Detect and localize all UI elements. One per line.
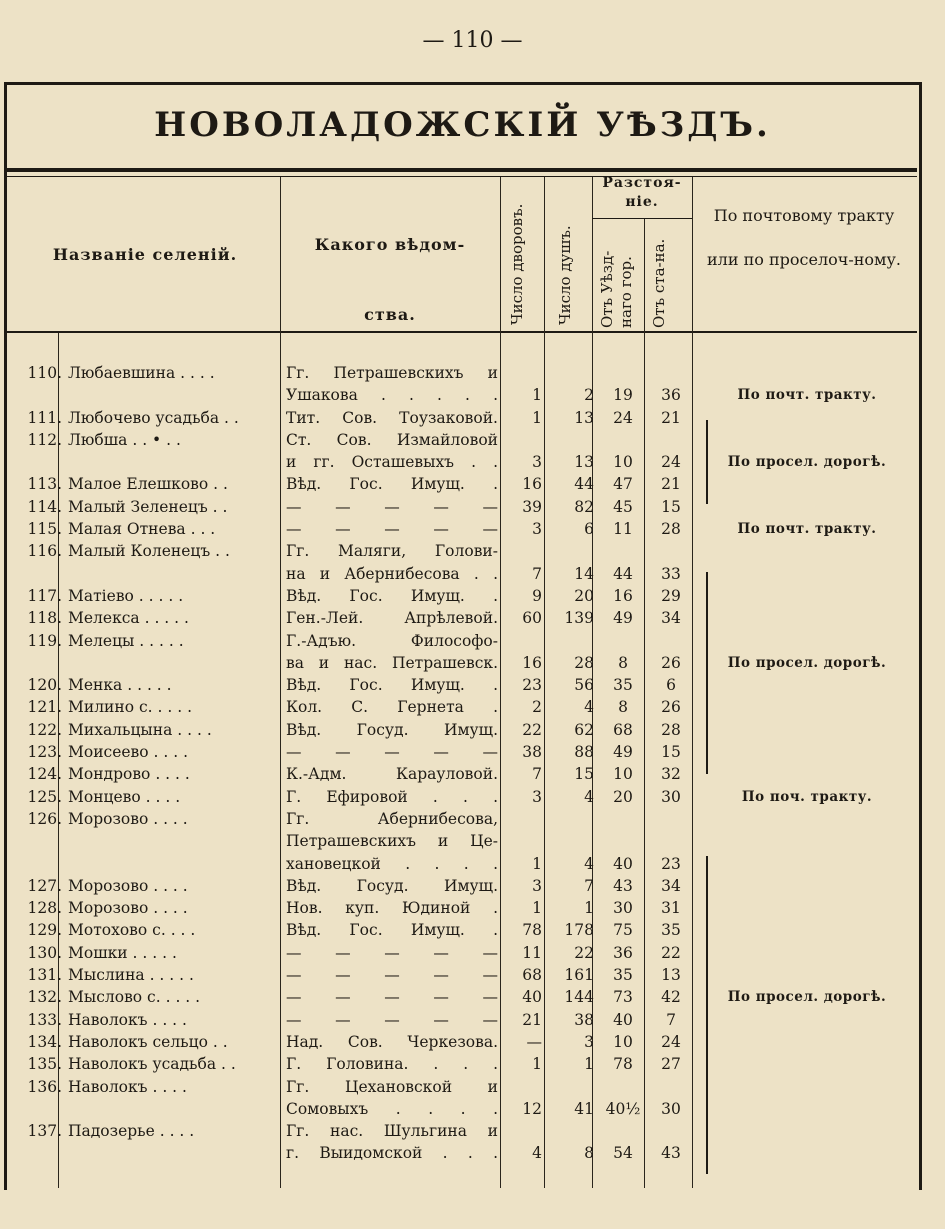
- cell-name: Морозово . . . .: [68, 809, 188, 828]
- cell-dist1: 68: [613, 720, 633, 739]
- cell-souls: 6: [584, 520, 594, 539]
- cell-dept: Гг. нас. Шульгина и: [286, 1122, 498, 1141]
- table-row: [6, 563, 916, 585]
- table-row: [6, 964, 916, 986]
- cell-yards: 16: [522, 653, 542, 672]
- header-name: Названіе селеній.: [52, 245, 238, 264]
- cell-dist1: 10: [613, 1032, 633, 1051]
- cell-name: Монцево . . . .: [68, 787, 181, 806]
- cell-dist1: 35: [613, 966, 633, 985]
- cell-dept: Гг. Петрашевскихъ и: [286, 364, 498, 382]
- cell-dist2: 33: [661, 564, 681, 583]
- cell-dept: Ст. Сов. Измайловой: [286, 430, 498, 449]
- cell-yards: 3: [532, 453, 542, 472]
- cell-souls: 13: [574, 408, 594, 427]
- cell-souls: 38: [574, 1010, 594, 1029]
- cell-souls: 3: [584, 1032, 594, 1051]
- cell-num: 118.: [27, 609, 62, 628]
- cell-name: Падозерье . . . .: [68, 1122, 195, 1141]
- cell-souls: 4: [584, 854, 594, 873]
- cell-num: 116.: [27, 542, 62, 561]
- cell-dept: Г. Головина. . . .: [286, 1055, 498, 1074]
- cell-yards: 16: [522, 475, 542, 494]
- cell-dist2: 42: [661, 988, 681, 1007]
- cell-dept: Сомовыхъ . . . .: [286, 1099, 498, 1118]
- cell-num: 125.: [27, 787, 62, 806]
- table-row: [6, 451, 916, 473]
- cell-dist1: 75: [613, 921, 633, 940]
- cell-num: 132.: [27, 988, 62, 1007]
- cell-num: 130.: [27, 943, 62, 962]
- table-row: [6, 942, 916, 964]
- cell-num: 123.: [27, 743, 62, 762]
- header-yards: Число дворовъ.: [508, 203, 526, 325]
- table-row: [6, 741, 916, 763]
- cell-dept: Тит. Сов. Тоузаковой.: [286, 408, 498, 427]
- cell-num: 121.: [27, 698, 62, 717]
- cell-num: 129.: [27, 921, 62, 940]
- table-row: [6, 1098, 916, 1120]
- cell-souls: 62: [574, 720, 594, 739]
- cell-num: 113.: [27, 475, 62, 494]
- cell-yards: 1: [532, 854, 542, 873]
- cell-dept: К.-Адм. Карауловой.: [286, 765, 498, 784]
- cell-dist2: 43: [661, 1144, 681, 1163]
- cell-dist2: 32: [661, 765, 681, 784]
- cell-dist2: 22: [661, 943, 681, 962]
- cell-dist2: 26: [661, 653, 681, 672]
- cell-dist2: 21: [661, 475, 681, 494]
- cell-num: 120.: [27, 676, 62, 695]
- cell-souls: 1: [584, 1055, 594, 1074]
- cell-dist2: 34: [661, 609, 681, 628]
- cell-yards: 60: [522, 609, 542, 628]
- table-row: [6, 1120, 916, 1142]
- cell-yards: 9: [532, 586, 542, 605]
- table-row: [6, 719, 916, 741]
- distance-subrule: [592, 218, 692, 219]
- cell-dist1: 16: [613, 586, 633, 605]
- cell-souls: 8: [584, 1144, 594, 1163]
- cell-dist1: 20: [613, 787, 633, 806]
- cell-yards: 3: [532, 520, 542, 539]
- cell-dist2: 13: [661, 966, 681, 985]
- cell-dist1: 19: [613, 386, 633, 405]
- cell-dept: Гг. Цехановской и: [286, 1077, 498, 1096]
- cell-souls: 15: [574, 765, 594, 784]
- cell-name: Мелецы . . . . .: [68, 631, 184, 650]
- cell-name: Михальцына . . . .: [68, 720, 212, 739]
- table-row: [6, 808, 916, 830]
- table-row: [6, 830, 916, 852]
- table-row: [6, 986, 916, 1008]
- cell-name: Морозово . . . .: [68, 899, 188, 918]
- cell-souls: 4: [584, 787, 594, 806]
- cell-souls: 2: [584, 386, 594, 405]
- cell-souls: 178: [564, 921, 594, 940]
- cell-route: По почт. тракту.: [737, 521, 877, 538]
- cell-yards: 4: [532, 1144, 542, 1163]
- cell-dist2: 34: [661, 876, 681, 895]
- cell-souls: 22: [574, 943, 594, 962]
- cell-souls: 7: [584, 876, 594, 895]
- cell-souls: 88: [574, 743, 594, 762]
- cell-dept: — — — — —: [286, 988, 498, 1007]
- cell-dept: Вѣд. Гос. Имущ. .: [286, 586, 498, 605]
- cell-dist2: 15: [661, 497, 681, 516]
- cell-yards: 22: [522, 720, 542, 739]
- cell-num: 119.: [27, 631, 62, 650]
- cell-name: Мошки . . . . .: [68, 943, 177, 962]
- cell-dist2: 35: [661, 921, 681, 940]
- table-row: [6, 1076, 916, 1098]
- header-distance: Разстоя-ніе.: [602, 175, 682, 210]
- cell-yards: 40: [522, 988, 542, 1007]
- cell-dept: Вѣд. Гос. Имущ. .: [286, 921, 498, 940]
- cell-yards: 21: [522, 1010, 542, 1029]
- table-row: [6, 540, 916, 562]
- cell-dist1: 49: [613, 609, 633, 628]
- cell-souls: 20: [574, 586, 594, 605]
- header-dist-town: Отъ Уѣзд-наго гор.: [598, 250, 635, 328]
- cell-name: Мелекса . . . . .: [68, 609, 189, 628]
- cell-name: Малый Коленецъ . .: [68, 542, 230, 561]
- cell-yards: 3: [532, 876, 542, 895]
- cell-name: Любша . . • . .: [68, 430, 181, 449]
- cell-route: По просел. дорогѣ.: [727, 989, 887, 1006]
- cell-dist1: 78: [613, 1055, 633, 1074]
- cell-name: Малая Отнева . . .: [68, 520, 216, 539]
- cell-dept: — — — — —: [286, 1010, 498, 1029]
- cell-dist2: 24: [661, 453, 681, 472]
- cell-num: 111.: [27, 408, 62, 427]
- cell-yards: 7: [532, 564, 542, 583]
- cell-yards: 11: [522, 943, 542, 962]
- cell-dept: Гг. Абернибесова,: [286, 809, 498, 828]
- cell-dist2: 24: [661, 1032, 681, 1051]
- cell-route: По поч. тракту.: [741, 788, 873, 805]
- cell-dist2: 23: [661, 854, 681, 873]
- cell-dept: Кол. С. Гернета .: [286, 698, 498, 717]
- cell-num: 135.: [27, 1055, 62, 1074]
- cell-num: 127.: [27, 876, 62, 895]
- cell-num: 124.: [27, 765, 62, 784]
- cell-dept: Гг. Маляги, Голови-: [286, 542, 498, 561]
- cell-dept: — — — — —: [286, 497, 498, 516]
- cell-yards: 23: [522, 676, 542, 695]
- page-number: — 110 —: [422, 28, 523, 53]
- cell-souls: 28: [574, 653, 594, 672]
- cell-dist1: 40: [613, 854, 633, 873]
- cell-souls: 139: [564, 609, 594, 628]
- table-row: [6, 496, 916, 518]
- cell-dist2: 29: [661, 586, 681, 605]
- cell-dept: ва и нас. Петрашевск.: [286, 653, 498, 672]
- cell-dept: — — — — —: [286, 520, 498, 539]
- table-row: [6, 875, 916, 897]
- table-row: [6, 607, 916, 629]
- cell-num: 136.: [27, 1077, 62, 1096]
- header-dept: Какого вѣдом-ства.: [314, 235, 466, 324]
- cell-dept: — — — — —: [286, 966, 498, 985]
- cell-dept: Г. Ефировой . . .: [286, 787, 498, 806]
- table-row: [6, 853, 916, 875]
- cell-name: Малое Елешково . .: [68, 475, 228, 494]
- cell-dist1: 54: [613, 1144, 633, 1163]
- cell-dept: — — — — —: [286, 743, 498, 762]
- title-rule-thin: [6, 176, 917, 177]
- cell-dept: Нов. куп. Юдиной .: [286, 899, 498, 918]
- settlements-table: [6, 362, 916, 1165]
- table-row: [6, 696, 916, 718]
- cell-souls: 56: [574, 676, 594, 695]
- cell-souls: 44: [574, 475, 594, 494]
- cell-num: 128.: [27, 899, 62, 918]
- table-row: [6, 652, 916, 674]
- cell-dist1: 8: [618, 653, 628, 672]
- cell-yards: 39: [522, 497, 542, 516]
- cell-dist2: 30: [661, 787, 681, 806]
- header-dist-station: Отъ ста-на.: [650, 238, 668, 328]
- cell-dist2: 30: [661, 1099, 681, 1118]
- cell-num: 131.: [27, 966, 62, 985]
- table-row: [6, 473, 916, 495]
- cell-dist2: 7: [666, 1010, 676, 1029]
- cell-dept: и гг. Осташевыхъ . .: [286, 453, 498, 472]
- cell-name: Морозово . . . .: [68, 876, 188, 895]
- cell-num: 122.: [27, 720, 62, 739]
- cell-route: По почт. тракту.: [737, 387, 877, 404]
- cell-name: Мотохово с. . . .: [68, 921, 196, 940]
- table-row: [6, 1053, 916, 1075]
- cell-yards: —: [526, 1032, 542, 1051]
- header-souls: Число душъ.: [556, 225, 574, 325]
- cell-dist1: 40: [613, 1010, 633, 1029]
- cell-yards: 1: [532, 1055, 542, 1074]
- cell-dist2: 21: [661, 408, 681, 427]
- cell-num: 114.: [27, 497, 62, 516]
- cell-name: Любаевшина . . . .: [68, 364, 215, 382]
- cell-name: Матіево . . . . .: [68, 586, 184, 605]
- cell-name: Менка . . . . .: [68, 676, 172, 695]
- cell-dist1: 10: [613, 765, 633, 784]
- cell-yards: 2: [532, 698, 542, 717]
- cell-num: 110.: [27, 364, 62, 382]
- cell-dist1: 8: [618, 698, 628, 717]
- cell-yards: 7: [532, 765, 542, 784]
- cell-dept: Ген.-Лей. Апрѣлевой.: [286, 609, 498, 628]
- table-row: [6, 362, 916, 384]
- cell-souls: 14: [574, 564, 594, 583]
- cell-souls: 144: [564, 988, 594, 1007]
- cell-name: Милино с. . . . .: [68, 698, 192, 717]
- cell-souls: 1: [584, 899, 594, 918]
- cell-dist2: 28: [661, 520, 681, 539]
- cell-dist2: 15: [661, 743, 681, 762]
- cell-souls: 161: [564, 966, 594, 985]
- cell-souls: 13: [574, 453, 594, 472]
- cell-dept: Вѣд. Гос. Имущ. .: [286, 676, 498, 695]
- cell-num: 133.: [27, 1010, 62, 1029]
- table-row: [6, 1031, 916, 1053]
- cell-dist2: 36: [661, 386, 681, 405]
- page-title: НОВОЛАДОЖСКІЙ УѢЗДЪ.: [154, 105, 771, 145]
- cell-dist1: 73: [613, 988, 633, 1007]
- cell-name: Любочево усадьба . .: [68, 408, 239, 427]
- group-brace: [706, 420, 708, 504]
- table-row: [6, 1142, 916, 1164]
- cell-yards: 38: [522, 743, 542, 762]
- table-row: [6, 786, 916, 808]
- cell-dist1: 45: [613, 497, 633, 516]
- cell-yards: 78: [522, 921, 542, 940]
- cell-name: Моисеево . . . .: [68, 743, 189, 762]
- cell-dist1: 10: [613, 453, 633, 472]
- cell-name: Наволокъ усадьба . .: [68, 1055, 236, 1074]
- cell-num: 134.: [27, 1032, 62, 1051]
- cell-dist2: 31: [661, 899, 681, 918]
- cell-dist1: 35: [613, 676, 633, 695]
- cell-route: По просел. дорогѣ.: [727, 454, 887, 471]
- table-row: [6, 1009, 916, 1031]
- cell-dist1: 36: [613, 943, 633, 962]
- cell-dist1: 44: [613, 564, 633, 583]
- table-row: [6, 384, 916, 406]
- table-row: [6, 919, 916, 941]
- table-row: [6, 429, 916, 451]
- table-row: [6, 518, 916, 540]
- group-brace: [706, 856, 708, 1174]
- cell-souls: 82: [574, 497, 594, 516]
- cell-dept: Вѣд. Госуд. Имущ.: [286, 720, 498, 739]
- cell-dist1: 40½: [605, 1099, 641, 1118]
- cell-name: Наволокъ сельцо . .: [68, 1032, 228, 1051]
- cell-dept: — — — — —: [286, 943, 498, 962]
- cell-dist1: 49: [613, 743, 633, 762]
- cell-dept: Вѣд. Госуд. Имущ.: [286, 876, 498, 895]
- table-row: [6, 585, 916, 607]
- cell-name: Наволокъ . . . .: [68, 1010, 187, 1029]
- cell-num: 115.: [27, 520, 62, 539]
- table-row: [6, 674, 916, 696]
- cell-name: Мыслина . . . . .: [68, 966, 194, 985]
- table-row: [6, 630, 916, 652]
- cell-souls: 4: [584, 698, 594, 717]
- cell-dept: Над. Сов. Черкезова.: [286, 1032, 498, 1051]
- table-row: [6, 897, 916, 919]
- cell-yards: 1: [532, 386, 542, 405]
- header-route: По почтовому тракту или по проселоч-ному.: [707, 206, 901, 269]
- cell-dist1: 24: [613, 408, 633, 427]
- cell-name: Мондрово . . . .: [68, 765, 190, 784]
- cell-dept: Ушакова . . . . .: [286, 386, 498, 405]
- cell-num: 137.: [27, 1122, 62, 1141]
- cell-dept: на и Абернибесова . .: [286, 564, 498, 583]
- title-rule: [6, 168, 917, 172]
- cell-route: По просел. дорогѣ.: [727, 654, 887, 671]
- cell-dist1: 11: [613, 520, 633, 539]
- cell-yards: 1: [532, 899, 542, 918]
- cell-dist1: 47: [613, 475, 633, 494]
- cell-dist1: 43: [613, 876, 633, 895]
- cell-dept: хановецкой . . . .: [286, 854, 498, 873]
- cell-dept: Г.-Адъю. Философо-: [286, 631, 498, 650]
- group-brace: [706, 572, 708, 774]
- cell-yards: 12: [522, 1099, 542, 1118]
- cell-dist2: 6: [666, 676, 676, 695]
- cell-yards: 68: [522, 966, 542, 985]
- cell-souls: 41: [574, 1099, 594, 1118]
- table-row: [6, 407, 916, 429]
- cell-dist2: 28: [661, 720, 681, 739]
- cell-yards: 3: [532, 787, 542, 806]
- cell-dept: г. Выидомской . . .: [286, 1144, 498, 1163]
- cell-dist1: 30: [613, 899, 633, 918]
- cell-dist2: 26: [661, 698, 681, 717]
- cell-dist2: 27: [661, 1055, 681, 1074]
- cell-dept: Вѣд. Гос. Имущ. .: [286, 475, 498, 494]
- cell-num: 117.: [27, 586, 62, 605]
- cell-name: Наволокъ . . . .: [68, 1077, 187, 1096]
- cell-yards: 1: [532, 408, 542, 427]
- cell-name: Мыслово с. . . . .: [68, 988, 201, 1007]
- cell-dept: Петрашевскихъ и Це-: [286, 832, 498, 851]
- cell-num: 112.: [27, 430, 62, 449]
- table-row: [6, 763, 916, 785]
- cell-name: Малый Зеленецъ . .: [68, 497, 228, 516]
- cell-num: 126.: [27, 809, 62, 828]
